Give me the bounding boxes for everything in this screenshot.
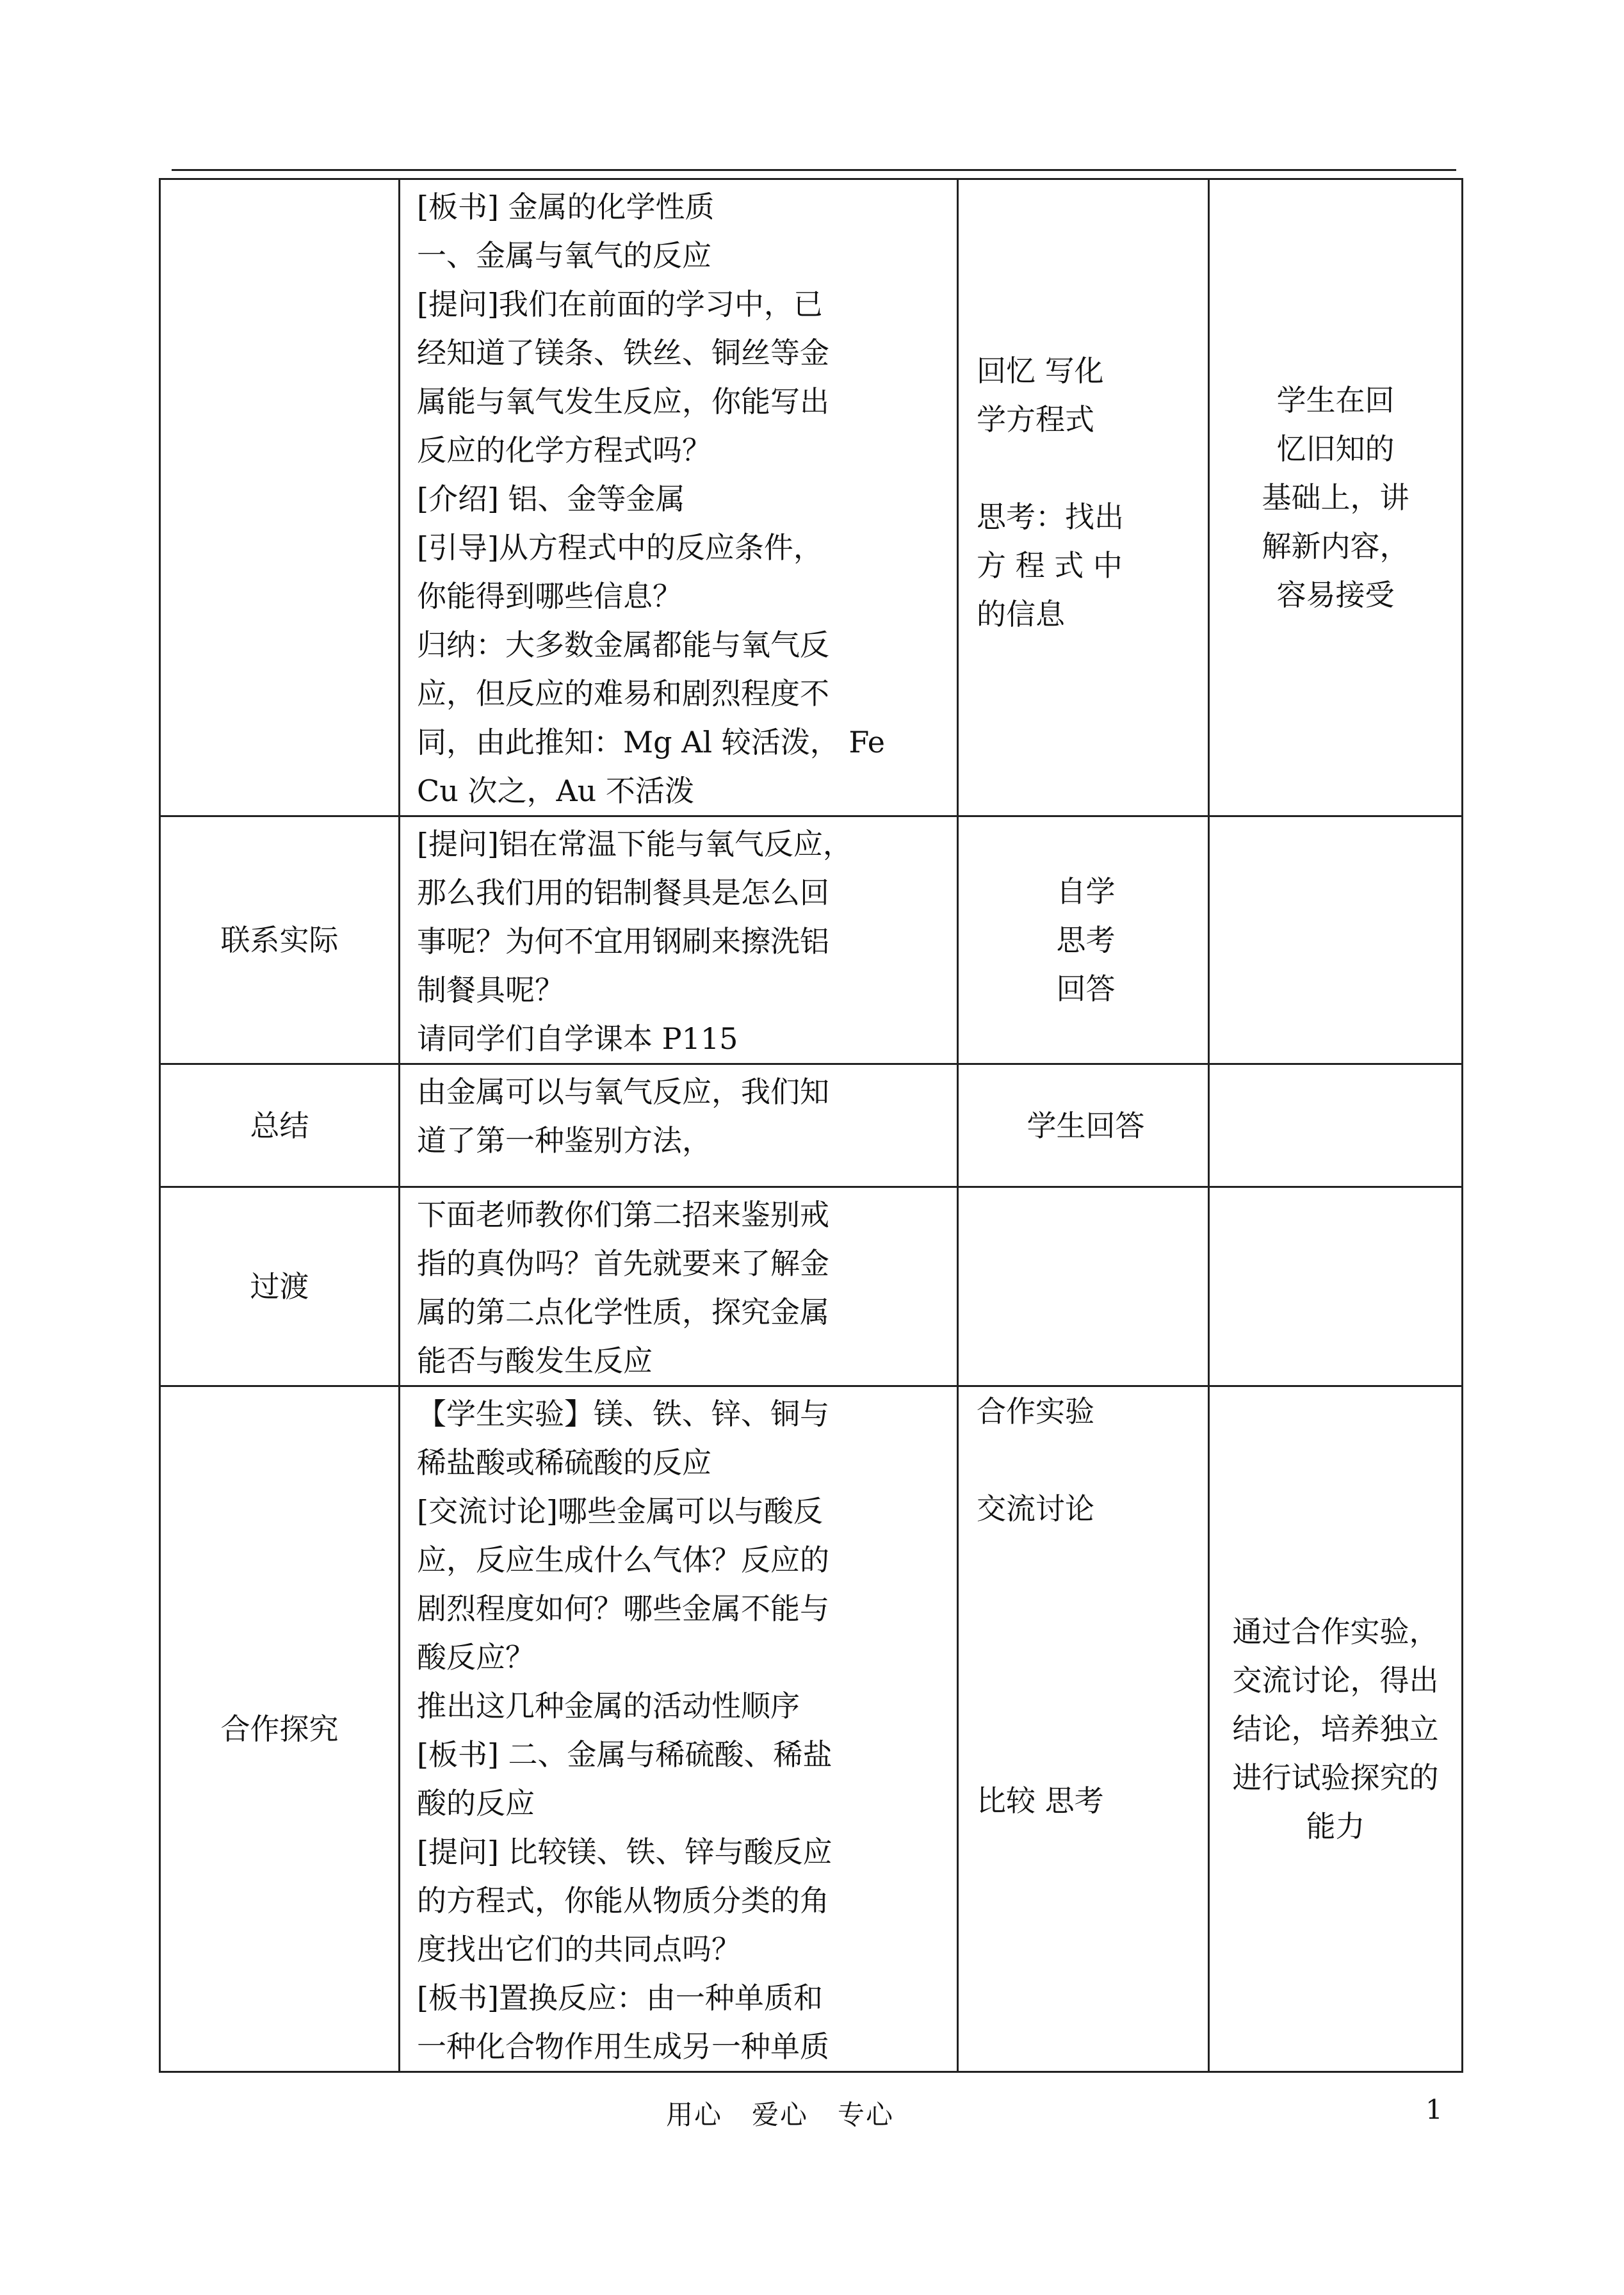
footer-motto <box>666 2094 923 2132</box>
design-intent-cell: 通过合作实验， 交流讨论，得出 结论，培养独立 进行试验探究的 能力 <box>1209 1386 1463 2072</box>
table-row <box>160 1386 1463 2072</box>
lesson-plan-table <box>159 178 1463 2073</box>
footer-item: 用心 <box>666 2099 723 2130</box>
stage-cell: 过渡 <box>160 1187 400 1386</box>
teacher-activity-cell: [板书] 金属的化学性质 一、金属与氧气的反应 [提问]我们在前面的学习中，已 经知道了镁条、铁丝、铜丝等金 属能与氧气发生反应，你能写出 反应的化学方程式吗？ [介绍] 铝、金等金属 [引导]从方程式中的反应条件， 你能得到哪些信息？ 归纳：大多数金属都能与氧气反 应，但反应的难易和剧烈程度不 同，由此推知：Mg Al 较活泼， Fe Cu 次之，Au 不活泼 <box>400 179 958 816</box>
student-activity-cell <box>958 1187 1209 1386</box>
table-row <box>160 179 1463 816</box>
design-intent-cell <box>1209 816 1463 1064</box>
teacher-activity-cell: [提问]铝在常温下能与氧气反应， 那么我们用的铝制餐具是怎么回 事呢？为何不宜用钢刷来擦洗铝 制餐具呢？ 请同学们自学课本 P115 <box>400 816 958 1064</box>
teacher-activity-cell: 下面老师教你们第二招来鉴别戒 指的真伪吗？首先就要来了解金 属的第二点化学性质，探究金属 能否与酸发生反应 <box>400 1187 958 1386</box>
student-activity-cell: 学生回答 <box>958 1064 1209 1187</box>
student-activity-cell: 自学 思考 回答 <box>958 816 1209 1064</box>
teacher-activity-cell: 由金属可以与氧气反应，我们知 道了第一种鉴别方法， <box>400 1064 958 1187</box>
table-row <box>160 816 1463 1064</box>
student-activity-cell: 合作实验 交流讨论 比较 思考 <box>958 1386 1209 2072</box>
stage-cell: 总结 <box>160 1064 400 1187</box>
table-row <box>160 1064 1463 1187</box>
header-rule <box>172 169 1456 171</box>
stage-cell <box>160 179 400 816</box>
stage-cell: 合作探究 <box>160 1386 400 2072</box>
page-number: 1 <box>1425 2094 1443 2125</box>
design-intent-cell <box>1209 1187 1463 1386</box>
footer-item: 爱心 <box>752 2099 809 2130</box>
design-intent-cell <box>1209 1064 1463 1187</box>
teacher-activity-cell: 【学生实验】镁、铁、锌、铜与 稀盐酸或稀硫酸的反应 [交流讨论]哪些金属可以与酸反 应，反应生成什么气体？反应的 剧烈程度如何？哪些金属不能与 酸反应？ 推出这几种金属的活动性顺序 [板书] 二、金属与稀硫酸、稀盐 酸的反应 [提问] 比较镁、铁、锌与酸反应 的方程式，你能从物质分类的角 度找出它们的共同点吗？ [板书]置换反应：由一种单质和 一种化合物作用生成另一种单质 <box>400 1386 958 2072</box>
stage-cell: 联系实际 <box>160 816 400 1064</box>
design-intent-cell: 学生在回 忆旧知的 基础上，讲 解新内容， 容易接受 <box>1209 179 1463 816</box>
student-activity-cell: 回忆 写化 学方程式 思考：找出 方 程 式 中 的信息 <box>958 179 1209 816</box>
table-row <box>160 1187 1463 1386</box>
footer-item: 专心 <box>838 2099 895 2130</box>
